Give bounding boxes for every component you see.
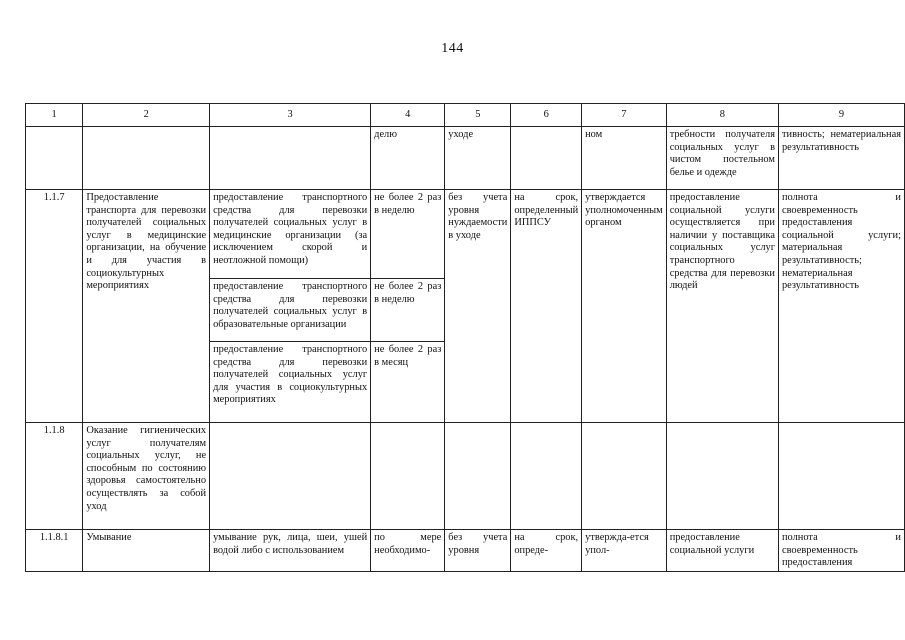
empty-cell — [371, 423, 445, 530]
service-name-cell: Оказание гигиенических услуг получателям социальных услуг, не способным по состоянию здоровья самостоятельно осуществлять за собой уход — [83, 423, 210, 530]
empty-cell — [210, 423, 371, 530]
empty-cell — [666, 423, 778, 530]
service-name-cell: Умывание — [83, 530, 210, 572]
column-number: 4 — [371, 104, 445, 127]
item-number: 1.1.8 — [26, 423, 83, 530]
need-level-cell: без учета уровня нуждаемости в уходе — [445, 190, 511, 423]
conditions-cell: требности получателя социальных услуг в чистом постельном белье и одежде — [666, 127, 778, 190]
item-number: 1.1.8.1 — [26, 530, 83, 572]
need-level-cell: уходе — [445, 127, 511, 190]
column-number: 3 — [210, 104, 371, 127]
empty-cell — [582, 423, 667, 530]
service-content-cell: предоставление транспортного средства для перевозки получателей социальных услуг в образовательные организации — [210, 279, 371, 342]
service-content-cell: умывание рук, лица, шеи, ушей водой либо с использованием — [210, 530, 371, 572]
frequency-cell: не более 2 раз в неделю — [371, 279, 445, 342]
service-name-cell: Предоставление транспорта для перевозки получателей социальных услуг в медицинские организации, на обучение и для участия в социокультурных мероприятиях — [83, 190, 210, 423]
item-number: 1.1.7 — [26, 190, 83, 423]
column-number-row — [26, 104, 905, 127]
frequency-cell: по мере необходимо- — [371, 530, 445, 572]
conditions-cell: предоставление социальной услуги — [666, 530, 778, 572]
column-number: 7 — [582, 104, 667, 127]
column-number: 8 — [666, 104, 778, 127]
empty-cell — [26, 127, 83, 190]
period-cell: на срок, определенный ИППСУ — [511, 190, 582, 423]
conditions-cell: предоставление социальной услуги осуществляется при наличии у поставщика социальных услуг транспортного средства для перевозки людей — [666, 190, 778, 423]
frequency-cell: делю — [371, 127, 445, 190]
quality-indicators-cell: полнота и своевременность предоставления социальной услуги; материальная результативность; нематериальная результативность — [778, 190, 904, 423]
tariff-cell: ном — [582, 127, 667, 190]
page-number: 144 — [441, 41, 464, 56]
quality-indicators-cell: тивность; нематериальная результативность — [778, 127, 904, 190]
column-number: 9 — [778, 104, 904, 127]
empty-cell — [83, 127, 210, 190]
service-content-cell: предоставление транспортного средства для перевозки получателей социальных услуг в медицинские организации (за исключением скорой и неотложной помощи) — [210, 190, 371, 279]
services-table — [25, 103, 905, 572]
column-number: 1 — [26, 104, 83, 127]
period-cell: на срок, опреде- — [511, 530, 582, 572]
tariff-cell: утверждается уполномоченным органом — [582, 190, 667, 423]
service-content-cell: предоставление транспортного средства для перевозки получателей социальных услуг для участия в социокультурных мероприятиях — [210, 342, 371, 423]
empty-cell — [445, 423, 511, 530]
table-row-1-1-8-1 — [26, 530, 905, 572]
table-row-1-1-7 — [26, 190, 905, 279]
column-number: 6 — [511, 104, 582, 127]
empty-cell — [778, 423, 904, 530]
empty-cell — [511, 127, 582, 190]
tariff-cell: утвержда-ется упол- — [582, 530, 667, 572]
empty-cell — [511, 423, 582, 530]
empty-cell — [210, 127, 371, 190]
frequency-cell: не более 2 раз в неделю — [371, 190, 445, 279]
column-number: 2 — [83, 104, 210, 127]
table-row-1-1-8 — [26, 423, 905, 530]
need-level-cell: без учета уровня — [445, 530, 511, 572]
quality-indicators-cell: полнота и своевременность предоставления — [778, 530, 904, 572]
table-row-continuation — [26, 127, 905, 190]
frequency-cell: не более 2 раз в месяц — [371, 342, 445, 423]
column-number: 5 — [445, 104, 511, 127]
